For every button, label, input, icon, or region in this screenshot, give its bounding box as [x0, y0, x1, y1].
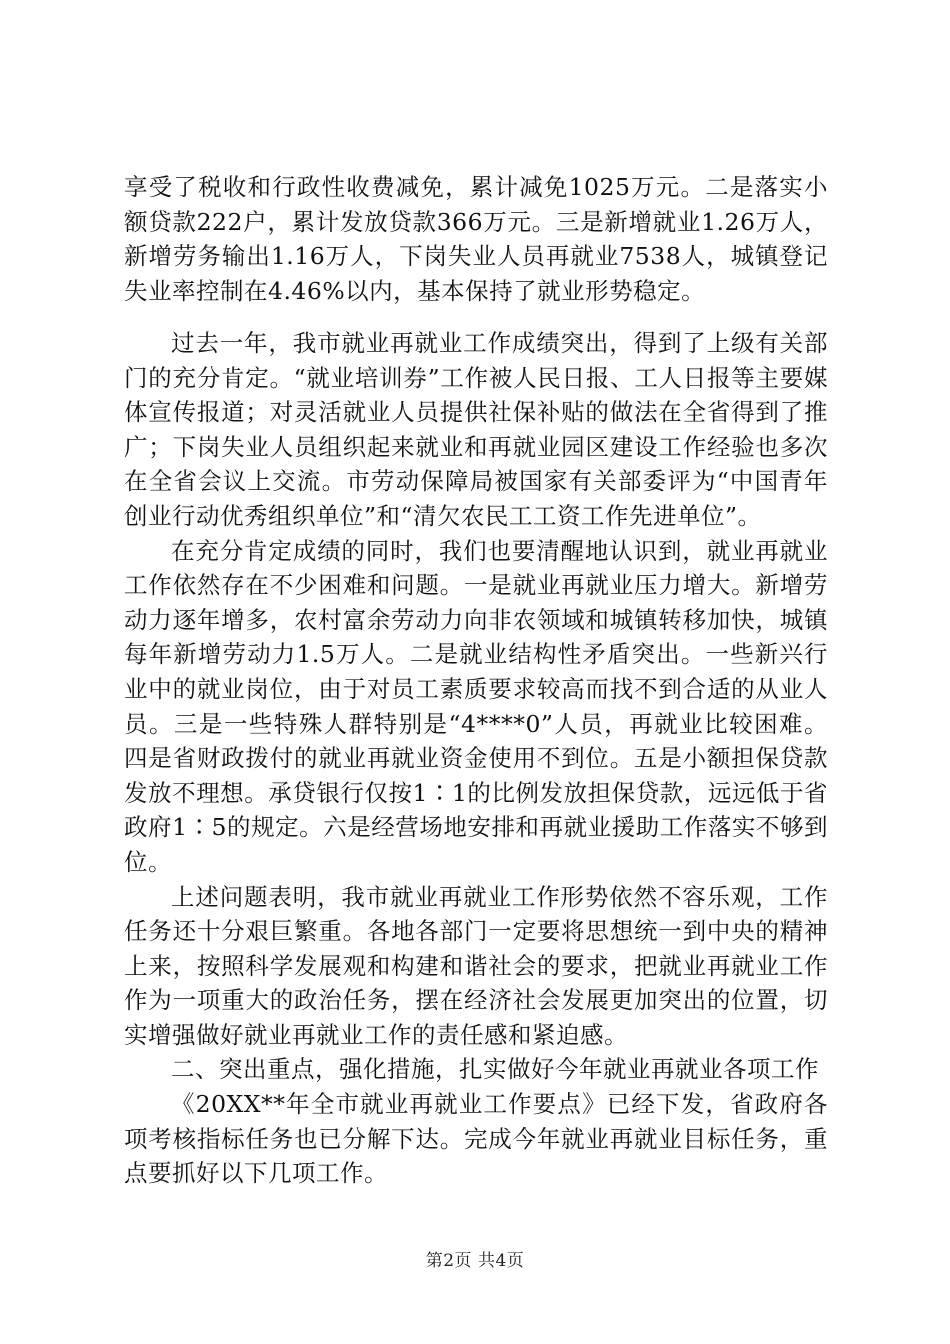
continued-paragraph-block [124, 170, 828, 308]
paragraph-achievements: 过去一年，我市就业再就业工作成绩突出，得到了上级有关部门的充分肯定。“就业培训券”工作被人民日报、工人日报等主要媒体宣传报道；对灵活就业人员提供社保补贴的做法在全省得到了推广；下岗失业人员组织起来就业和再就业园区建设工作经验也多次在全省会议上交流。市劳动保障局被国家有关部委评为“中国青年创业行动优秀组织单位”和“清欠农民工工资工作先进单位”。 [124, 329, 828, 530]
paragraph-continued-stats: 享受了税收和行政性收费减免，累计减免1025万元。二是落实小额贷款222户，累计发放贷款366万元。三是新增就业1.26万人，新增劳务输出1.16万人，下岗失业人员再就业7538人，城镇登记失业率控制在4.46%以内，基本保持了就业形势稳定。 [124, 173, 828, 305]
section-heading-two: 二、突出重点，强化措施，扎实做好今年就业再就业各项工作 [171, 1055, 819, 1084]
main-text-block [124, 326, 828, 1191]
paragraph-situation: 上述问题表明，我市就业再就业工作形势依然不容乐观，工作任务还十分艰巨繁重。各地各部门一定要将思想统一到中央的精神上来，按照科学发展观和构建和谐社会的要求，把就业再就业工作作为一项重大的政治任务，摆在经济社会发展更加突出的位置，切实增强做好就业再就业工作的责任感和紧迫感。 [124, 882, 828, 1049]
paragraph-work-points: 《20XX**年全市就业再就业工作要点》已经下发，省政府各项考核指标任务也已分解下达。完成今年就业再就业目标任务，重点要抓好以下几项工作。 [124, 1090, 828, 1188]
paragraph-problems: 在充分肯定成绩的同时，我们也要清醒地认识到，就业再就业工作依然存在不少困难和问题。一是就业再就业压力增大。新增劳动力逐年增多，农村富余劳动力向非农领域和城镇转移加快，城镇每年新增劳动力1.5万人。二是就业结构性矛盾突出。一些新兴行业中的就业岗位，由于对员工素质要求较高而找不到合适的从业人员。三是一些特殊人群特别是“4****0”人员，再就业比较困难。四是省财政拨付的就业再就业资金使用不到位。五是小额担保贷款发放不理想。承贷银行仅按1∶1的比例发放担保贷款，远远低于省政府1∶5的规定。六是经营场地安排和再就业援助工作落实不够到位。 [124, 536, 828, 876]
page-footer: 第2页 共4页 [425, 1251, 525, 1271]
